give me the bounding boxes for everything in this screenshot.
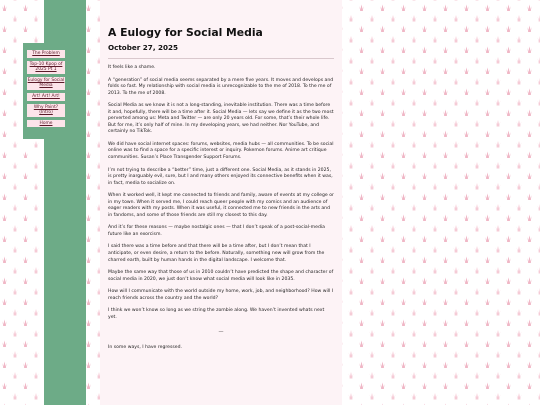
article-paragraph-trailing: In some ways, I have regressed. <box>108 345 182 351</box>
article-paragraph: I think we won’t know so long as we string the zombie along. We haven’t invented whats next yet. <box>108 308 325 320</box>
article-paragraph: Maybe the same way that those of us in 2010 couldn’t have predicted the shape and character of social media in 2020, we just don’t know what social media will look like in 2035. <box>108 270 334 282</box>
nav-link-why-paint[interactable]: Why Paint? (Intro) <box>27 104 65 117</box>
article-paragraph: Social Media as we know it is not a long-standing, inevitable institution. There was a time before it and, hopefully, there will be a time after it. Social Media — lets say we define it as the two most perverted among us: Meta and Twitter — are only 20 years old. For some, that’s their whole life. But for me, it’s only half of mine. In my developing years, we had neither. Nor YouTube, and certainly no TikTok. <box>108 103 334 135</box>
article-paragraph: How will I communicate with the world outside my home, work, job, and neighborhood? How will I reach friends across the country and the world? <box>108 289 334 301</box>
article-panel <box>100 0 342 405</box>
article-title: A Eulogy for Social Media <box>108 26 263 39</box>
nav-link-the-problem[interactable]: The Problem <box>27 50 65 58</box>
article-date: October 27, 2025 <box>108 43 179 52</box>
nav-link-eulogy-social-media[interactable]: Eulogy for Social Media <box>27 77 65 89</box>
article-paragraph: And it’s for these reasons — maybe nostalgic ones — that I don’t speak of a post-social-media future like an exorcism. <box>108 225 325 237</box>
article-paragraph: We did have social internet spaces: forums, websites, media hubs — all communities. To be social online was to find a space for a specific interest or inquiry. Pokemon forums. Anime art critique communities. Susan’s Place Transgender Support Forums. <box>108 141 334 161</box>
nav-link-home[interactable]: Home <box>27 120 65 128</box>
article-paragraph: I’m not trying to describe a “better” time, just a different one. Social Media, as it stands in 2025, is pretty inarguably evil, sure, but I and many others enjoyed its connective benefits when it was, in fact, media to socialize on. <box>108 167 333 186</box>
nav-link-top-10-kpop[interactable]: Top-10 Kpop of 2025 Pt 1 <box>27 61 65 74</box>
sidebar-nav <box>23 43 69 139</box>
article-paragraph: When it worked well, it kept me connected to friends and family, aware of events at my college or in my town. When it served me, I could reach queer people with my comics and an audience of eager readers with my posts. When it was useful, it connected me to new friends in the arts and in fandoms, and some of those friends are still my closest to this day. <box>108 193 334 218</box>
article-paragraph: It feels like a shame. <box>108 65 156 70</box>
article-paragraph: A “generation” of social media seems separated by a mere five years. It moves and develops and folds so fast. My relationship with social media is unrecognizable to the me of 2018. To the me of 2013. To the me of 2008. <box>108 77 334 96</box>
nav-link-art[interactable]: Art! Art! Art! <box>27 93 65 101</box>
section-separator: — <box>218 329 224 336</box>
article-paragraph: I said there was a time before and that there will be a time after, but I don’t mean that I anticipate, or even desire, a return to the before. Naturally, something new will grow from the charred earth, built by human hands in the digital landscape. I welcome that. <box>108 244 325 263</box>
title-divider <box>108 58 334 59</box>
